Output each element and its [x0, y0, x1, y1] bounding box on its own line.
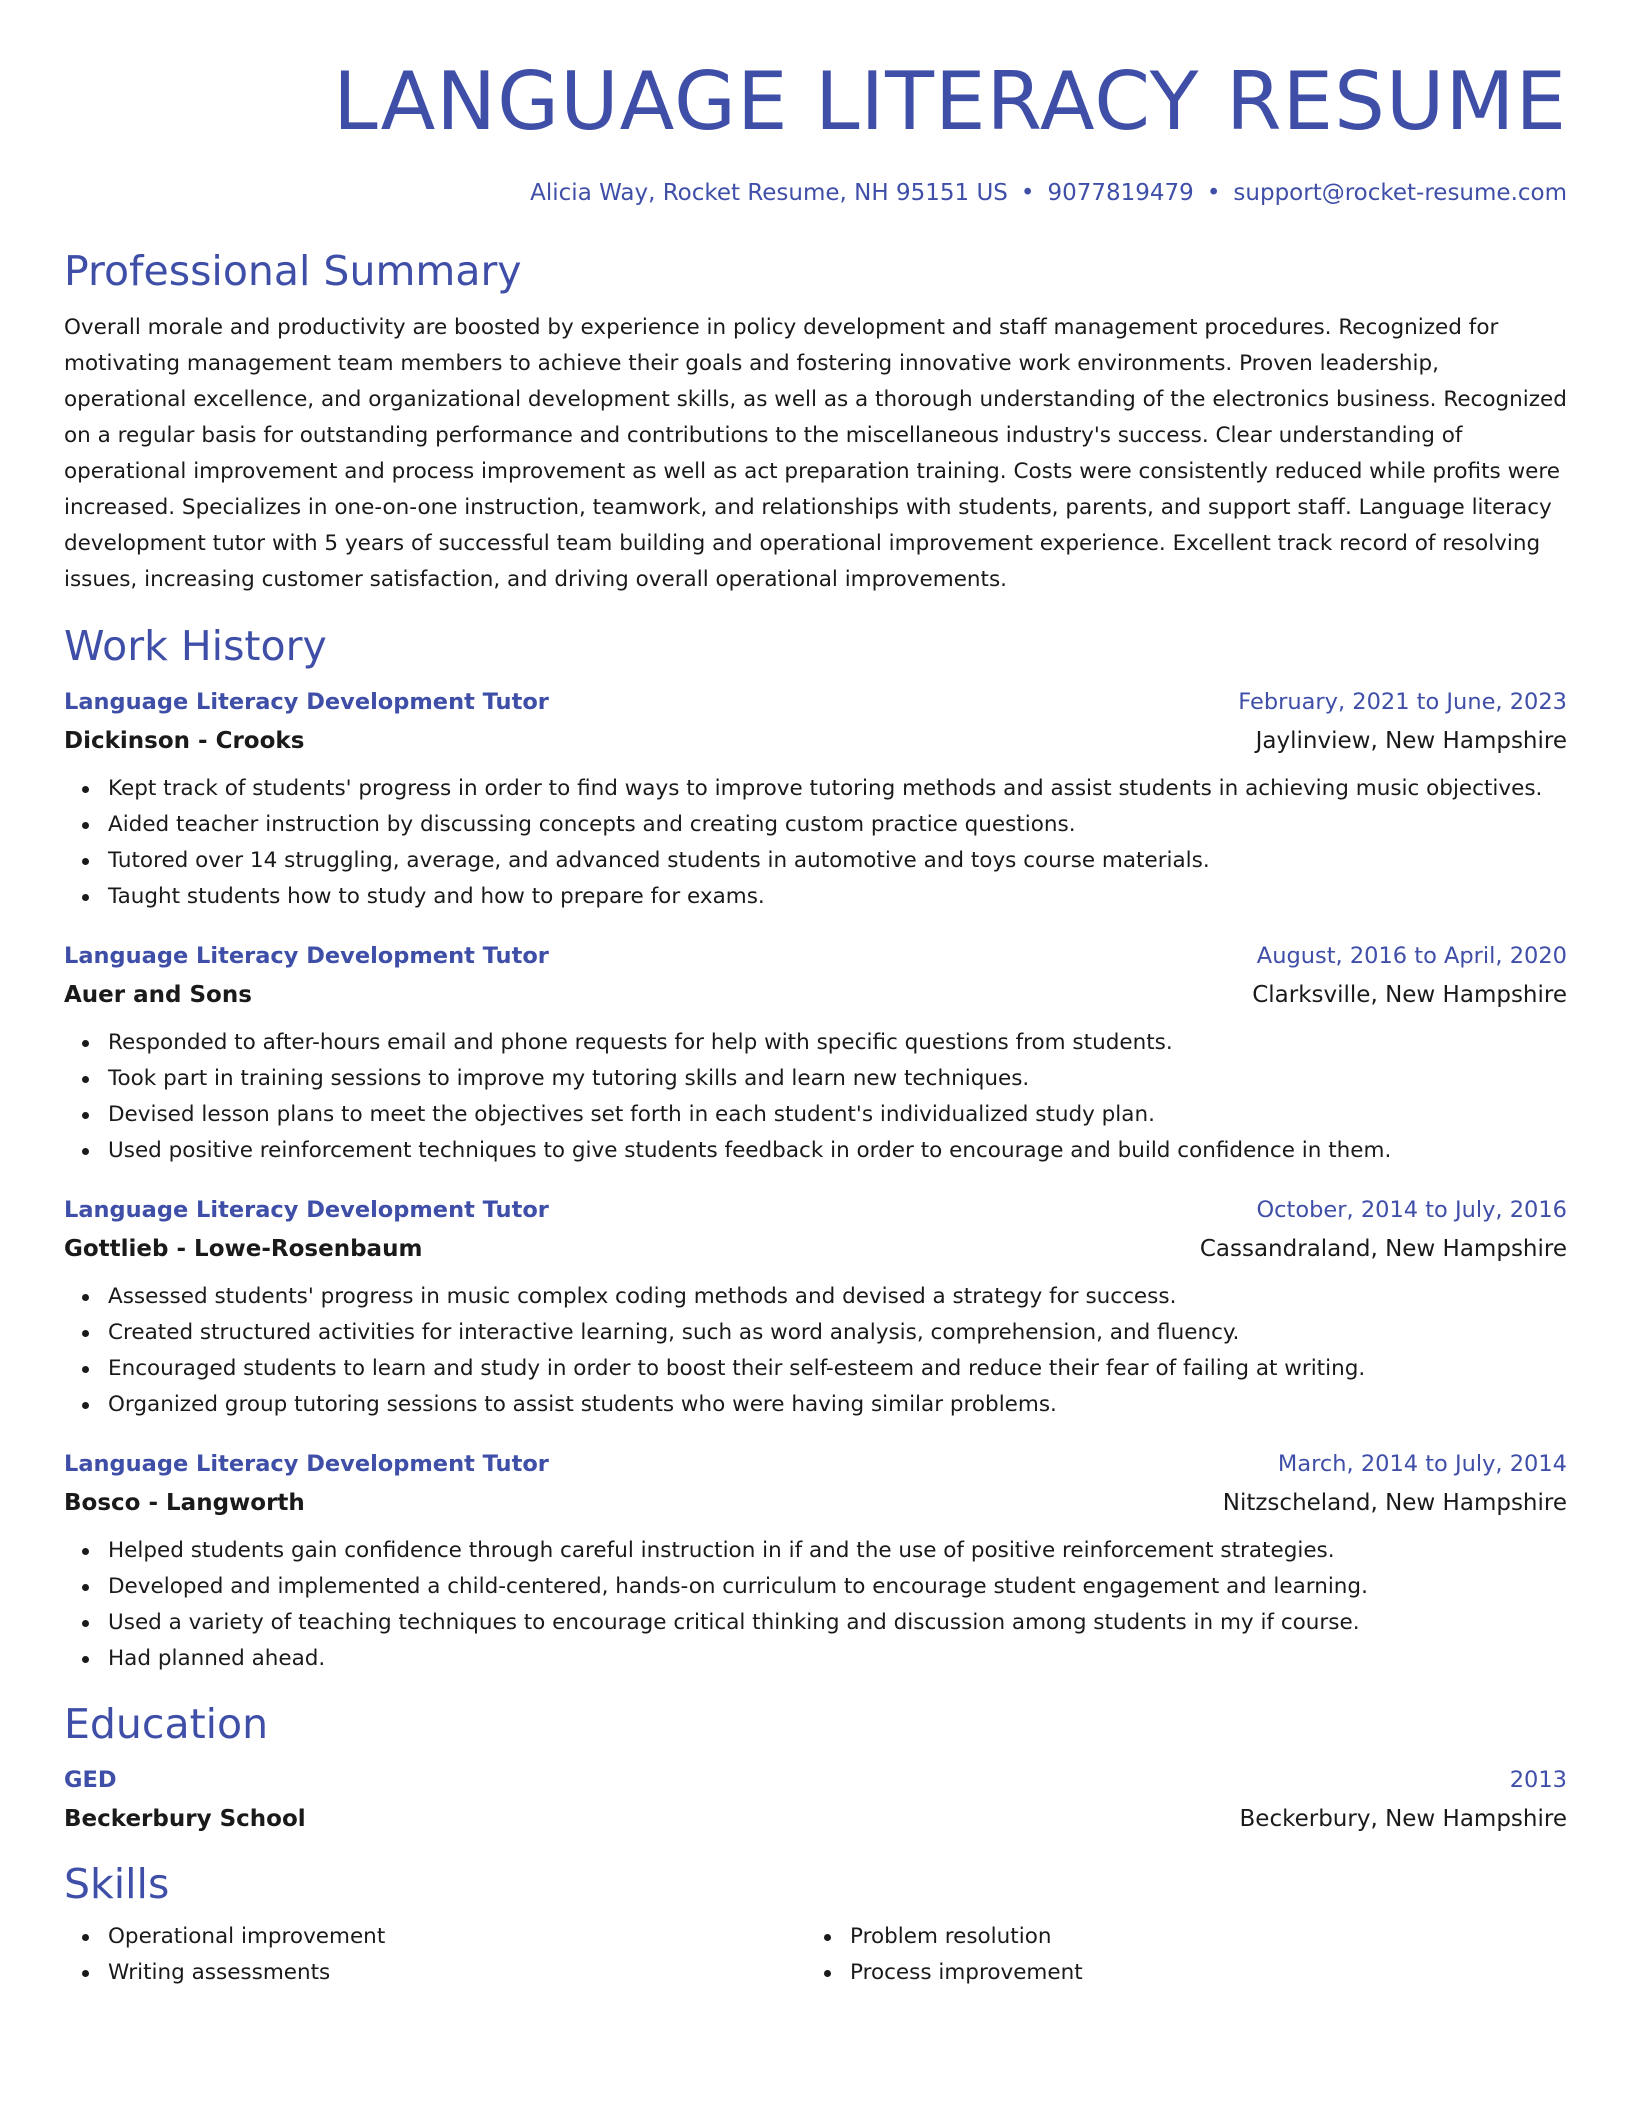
job-header-row — [64, 683, 1567, 721]
job-employer: Dickinson - Crooks — [64, 728, 305, 754]
job-dates: October, 2014 to July, 2016 — [1256, 1197, 1567, 1223]
job-employer-row — [64, 1483, 1567, 1523]
skills-column-left — [64, 1919, 806, 1991]
job-title: Language Literacy Development Tutor — [64, 1451, 549, 1477]
contact-email: support@rocket-resume.com — [1233, 180, 1567, 206]
skills-grid — [64, 1919, 1567, 1991]
resume-page — [64, 0, 1567, 1991]
contact-line — [64, 178, 1567, 208]
job-dates: February, 2021 to June, 2023 — [1238, 689, 1567, 715]
job-employer-row — [64, 721, 1567, 761]
education-location: Beckerbury, New Hampshire — [1239, 1806, 1567, 1832]
education-year: 2013 — [1509, 1767, 1567, 1793]
job-dates: August, 2016 to April, 2020 — [1256, 943, 1567, 969]
job-employer: Auer and Sons — [64, 982, 252, 1008]
list-item: Encouraged students to learn and study in order to boost their self-esteem and reduce their fear of failing at writing. — [108, 1351, 1567, 1387]
list-item: Assessed students' progress in music complex coding methods and devised a strategy for success. — [108, 1279, 1567, 1315]
education-degree: GED — [64, 1767, 117, 1793]
job-entry — [64, 1445, 1567, 1677]
job-employer: Gottlieb - Lowe-Rosenbaum — [64, 1236, 423, 1262]
list-item: Responded to after-hours email and phone requests for help with specific questions from students. — [108, 1025, 1567, 1061]
summary-text: Overall morale and productivity are boosted by experience in policy development and staff management procedures. Recognized for motivating management team members to achieve their goals and fostering innovative work environments. Proven leadership, operational excellence, and organizational development skills, as well as a thorough understanding of the electronics business. Recognized on a regular basis for outstanding performance and contributions to the miscellaneous industry's success. Clear understanding of operational improvement and process improvement as well as act preparation training. Costs were consistently reduced while profits were increased. Specializes in one-on-one instruction, teamwork, and relationships with students, parents, and support staff. Language literacy development tutor with 5 years of successful team building and operational improvement experience. Excellent track record of resolving issues, increasing customer satisfaction, and driving overall operational improvements. — [64, 315, 1567, 592]
job-bullets — [64, 1025, 1567, 1169]
job-employer-row — [64, 1229, 1567, 1269]
list-item: Used positive reinforcement techniques to give students feedback in order to encourage and build confidence in them. — [108, 1133, 1567, 1169]
list-item: Had planned ahead. — [108, 1641, 1567, 1677]
job-entry — [64, 937, 1567, 1169]
job-location: Clarksville, New Hampshire — [1252, 982, 1567, 1008]
job-bullets — [64, 771, 1567, 915]
contact-separator: • — [1206, 180, 1221, 206]
skills-heading: Skills — [64, 1860, 170, 1908]
job-title: Language Literacy Development Tutor — [64, 943, 549, 969]
list-item: Helped students gain confidence through careful instruction in if and the use of positive reinforcement strategies. — [108, 1533, 1567, 1569]
summary-heading: Professional Summary — [64, 247, 522, 295]
job-header-row — [64, 937, 1567, 975]
job-location: Jaylinview, New Hampshire — [1255, 728, 1567, 754]
list-item: Aided teacher instruction by discussing concepts and creating custom practice questions. — [108, 807, 1567, 843]
job-header-row — [64, 1445, 1567, 1483]
education-entry — [64, 1761, 1567, 1839]
list-item: Used a variety of teaching techniques to encourage critical thinking and discussion among students in my if course. — [108, 1605, 1567, 1641]
list-item: Tutored over 14 struggling, average, and advanced students in automotive and toys course materials. — [108, 843, 1567, 879]
education-school: Beckerbury School — [64, 1806, 306, 1832]
job-title: Language Literacy Development Tutor — [64, 689, 549, 715]
job-employer-row — [64, 975, 1567, 1015]
list-item: Taught students how to study and how to prepare for exams. — [108, 879, 1567, 915]
list-item: Devised lesson plans to meet the objectives set forth in each student's individualized study plan. — [108, 1097, 1567, 1133]
job-employer: Bosco - Langworth — [64, 1490, 305, 1516]
list-item: Took part in training sessions to improve my tutoring skills and learn new techniques. — [108, 1061, 1567, 1097]
skill-item: Process improvement — [850, 1955, 1548, 1991]
skill-item: Problem resolution — [850, 1919, 1548, 1955]
list-item: Created structured activities for interactive learning, such as word analysis, comprehension, and fluency. — [108, 1315, 1567, 1351]
education-header-row — [64, 1761, 1567, 1799]
education-heading: Education — [64, 1700, 269, 1748]
list-item: Developed and implemented a child-centered, hands-on curriculum to encourage student engagement and learning. — [108, 1569, 1567, 1605]
job-location: Cassandraland, New Hampshire — [1199, 1236, 1567, 1262]
job-entry — [64, 1191, 1567, 1423]
job-bullets — [64, 1533, 1567, 1677]
skills-list — [64, 1919, 806, 1991]
job-title: Language Literacy Development Tutor — [64, 1197, 549, 1223]
skills-list — [806, 1919, 1548, 1991]
job-entry — [64, 683, 1567, 915]
job-location: Nitzscheland, New Hampshire — [1222, 1490, 1567, 1516]
list-item: Organized group tutoring sessions to assist students who were having similar problems. — [108, 1387, 1567, 1423]
list-item: Kept track of students' progress in order to find ways to improve tutoring methods and assist students in achieving music objectives. — [108, 771, 1567, 807]
contact-address: Alicia Way, Rocket Resume, NH 95151 US — [530, 180, 1008, 206]
skill-item: Writing assessments — [108, 1955, 806, 1991]
resume-title: LANGUAGE LITERACY RESUME — [333, 55, 1567, 148]
education-school-row — [64, 1799, 1567, 1839]
skill-item: Operational improvement — [108, 1919, 806, 1955]
job-dates: March, 2014 to July, 2014 — [1277, 1451, 1567, 1477]
contact-phone: 9077819479 — [1047, 180, 1194, 206]
job-header-row — [64, 1191, 1567, 1229]
skills-column-right — [806, 1919, 1548, 1991]
work-history-heading: Work History — [64, 622, 327, 670]
job-bullets — [64, 1279, 1567, 1423]
contact-separator: • — [1020, 180, 1035, 206]
